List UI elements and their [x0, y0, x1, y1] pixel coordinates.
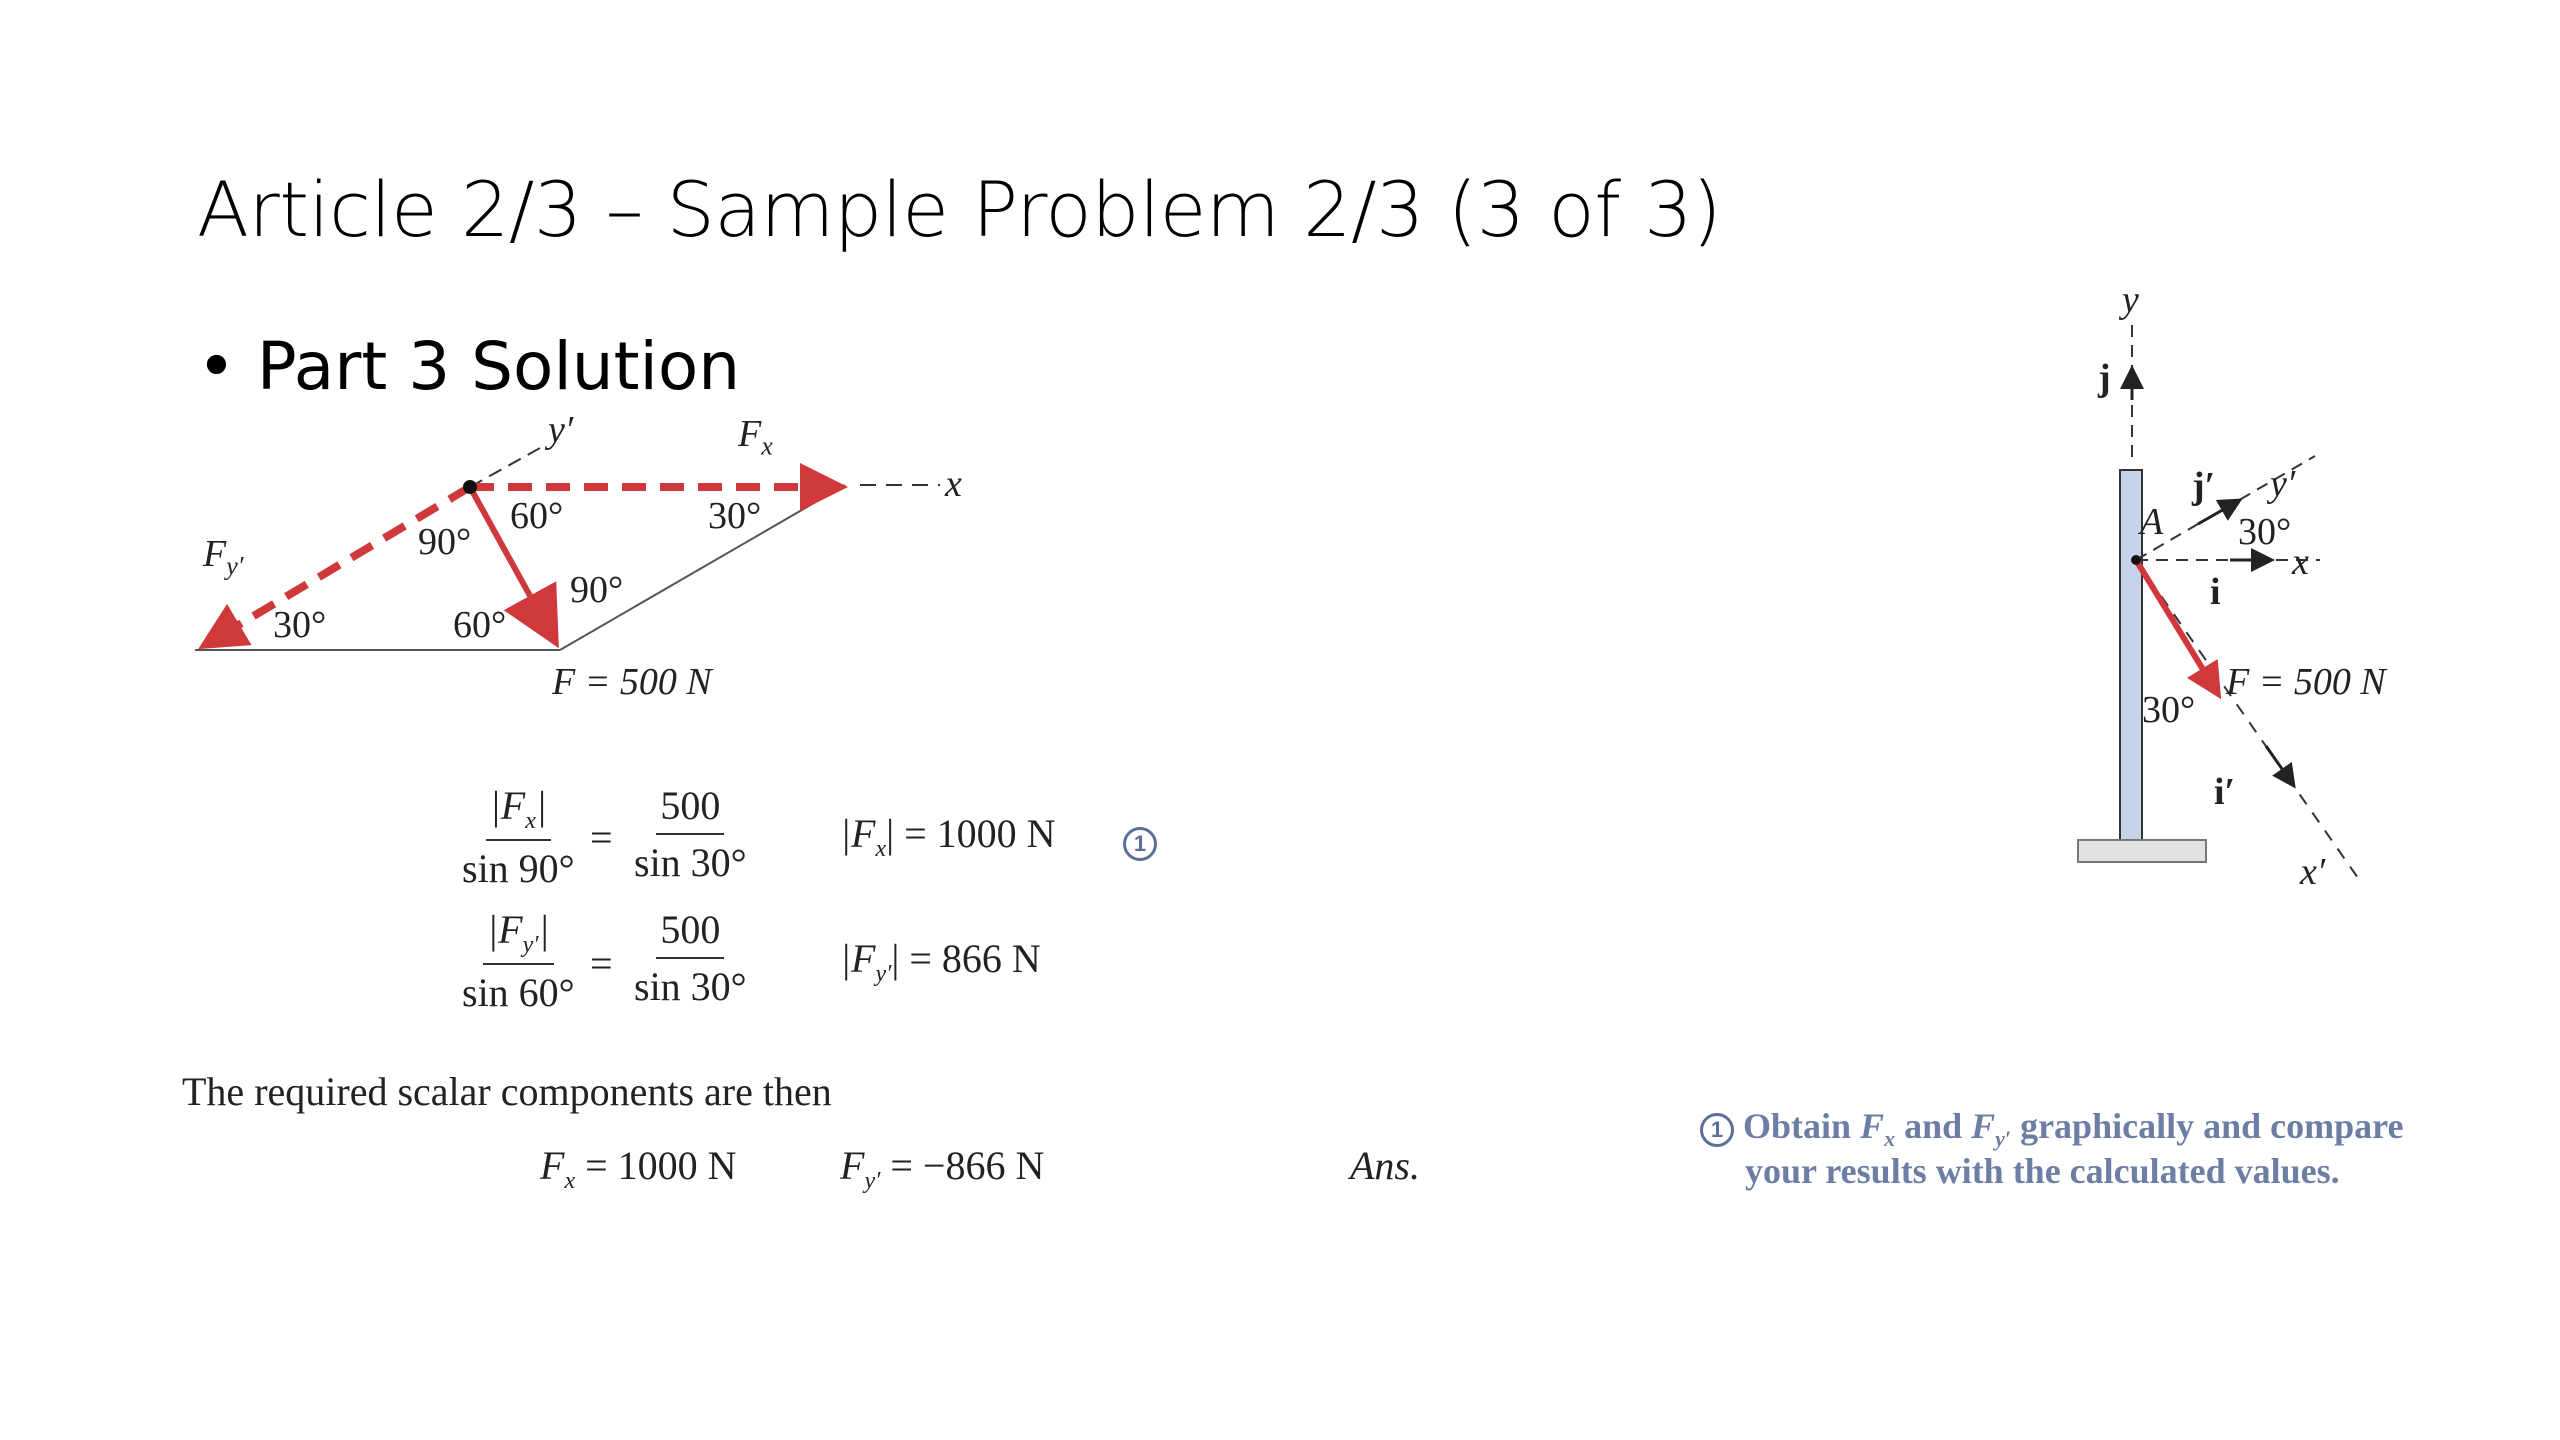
iprime-unit-vector — [2266, 746, 2294, 786]
post-base — [2078, 840, 2206, 862]
eq1-equals: = — [590, 815, 613, 860]
angle-30-bottom: 30° — [2142, 689, 2196, 731]
force-label: F = 500 N — [552, 661, 712, 703]
force-label-right: F = 500 N — [2226, 661, 2386, 703]
post — [2120, 470, 2142, 840]
bullet-item — [197, 328, 740, 405]
fyprime-component-arrow — [205, 487, 470, 645]
angle-90-mid: 90° — [570, 569, 624, 611]
footnote-line-2: your results with the calculated values. — [1745, 1151, 2340, 1191]
force-f-arrow — [2136, 560, 2218, 694]
scalar-fy: $F_{y'} = -866$ N — [840, 1143, 1045, 1194]
eq1-result: $|F_x| = 1000$ N — [840, 811, 1056, 862]
bullet-marker: • — [197, 328, 236, 405]
slide-title: Article 2/3 – Sample Problem 2/3 (3 of 3) — [197, 165, 1722, 254]
scalar-fx: $F_x = 1000$ N — [540, 1143, 737, 1194]
eq2-left-fraction: $\frac{|F_{y'}|}{\sin 60^\circ}$ — [462, 907, 575, 1015]
angle-30-right: 30° — [708, 495, 762, 537]
scalar-intro: The required scalar components are then — [182, 1069, 832, 1114]
eq2-right-fraction: $\frac{500}{\sin 30^\circ}$ — [634, 907, 747, 1009]
angle-90-left: 90° — [418, 521, 472, 563]
label-fyprime: $F_{y'}$ — [203, 533, 244, 581]
origin-point — [463, 480, 477, 494]
label-x-axis: x — [945, 463, 962, 505]
label-iprime: i′ — [2214, 771, 2236, 813]
label-point-a: A — [2140, 501, 2164, 543]
eq1-left-fraction: $\frac{|F_x|}{\sin 90^\circ}$ — [462, 783, 575, 891]
label-i: i — [2210, 571, 2221, 613]
label-xprime: x′ — [2300, 851, 2326, 893]
label-fx: $F_x$ — [738, 413, 773, 461]
footnote-ref-marker: 1 — [1123, 816, 1157, 863]
eq2-result: $|F_{y'}| = 866$ N — [840, 936, 1041, 987]
eq1-right-fraction: $\frac{500}{\sin 30^\circ}$ — [634, 783, 747, 885]
post-force-diagram — [2050, 280, 2470, 920]
bullet-text: Part 3 Solution — [256, 328, 741, 405]
angle-60-top: 60° — [510, 495, 564, 537]
eq2-equals: = — [590, 941, 613, 986]
angle-30-top: 30° — [2238, 511, 2292, 553]
label-yprime: y′ — [548, 409, 574, 451]
answer-label: Ans. — [1350, 1143, 1420, 1188]
label-jprime: j′ — [2192, 465, 2216, 507]
yprime-axis-dashed — [470, 448, 540, 487]
angle-60-bottom: 60° — [453, 604, 507, 646]
label-j: j — [2098, 357, 2111, 399]
angle-30-left: 30° — [273, 604, 327, 646]
point-a — [2131, 555, 2141, 565]
label-y: y — [2122, 279, 2139, 321]
footnote-line-1: 1 Obtain $F_x$ and $F_{y'}$ graphically and compare — [1700, 1105, 2403, 1152]
label-yprime-right: y′ — [2270, 463, 2296, 505]
footnote-marker: 1 — [1700, 1113, 1734, 1147]
label-x-right: x — [2292, 541, 2309, 583]
